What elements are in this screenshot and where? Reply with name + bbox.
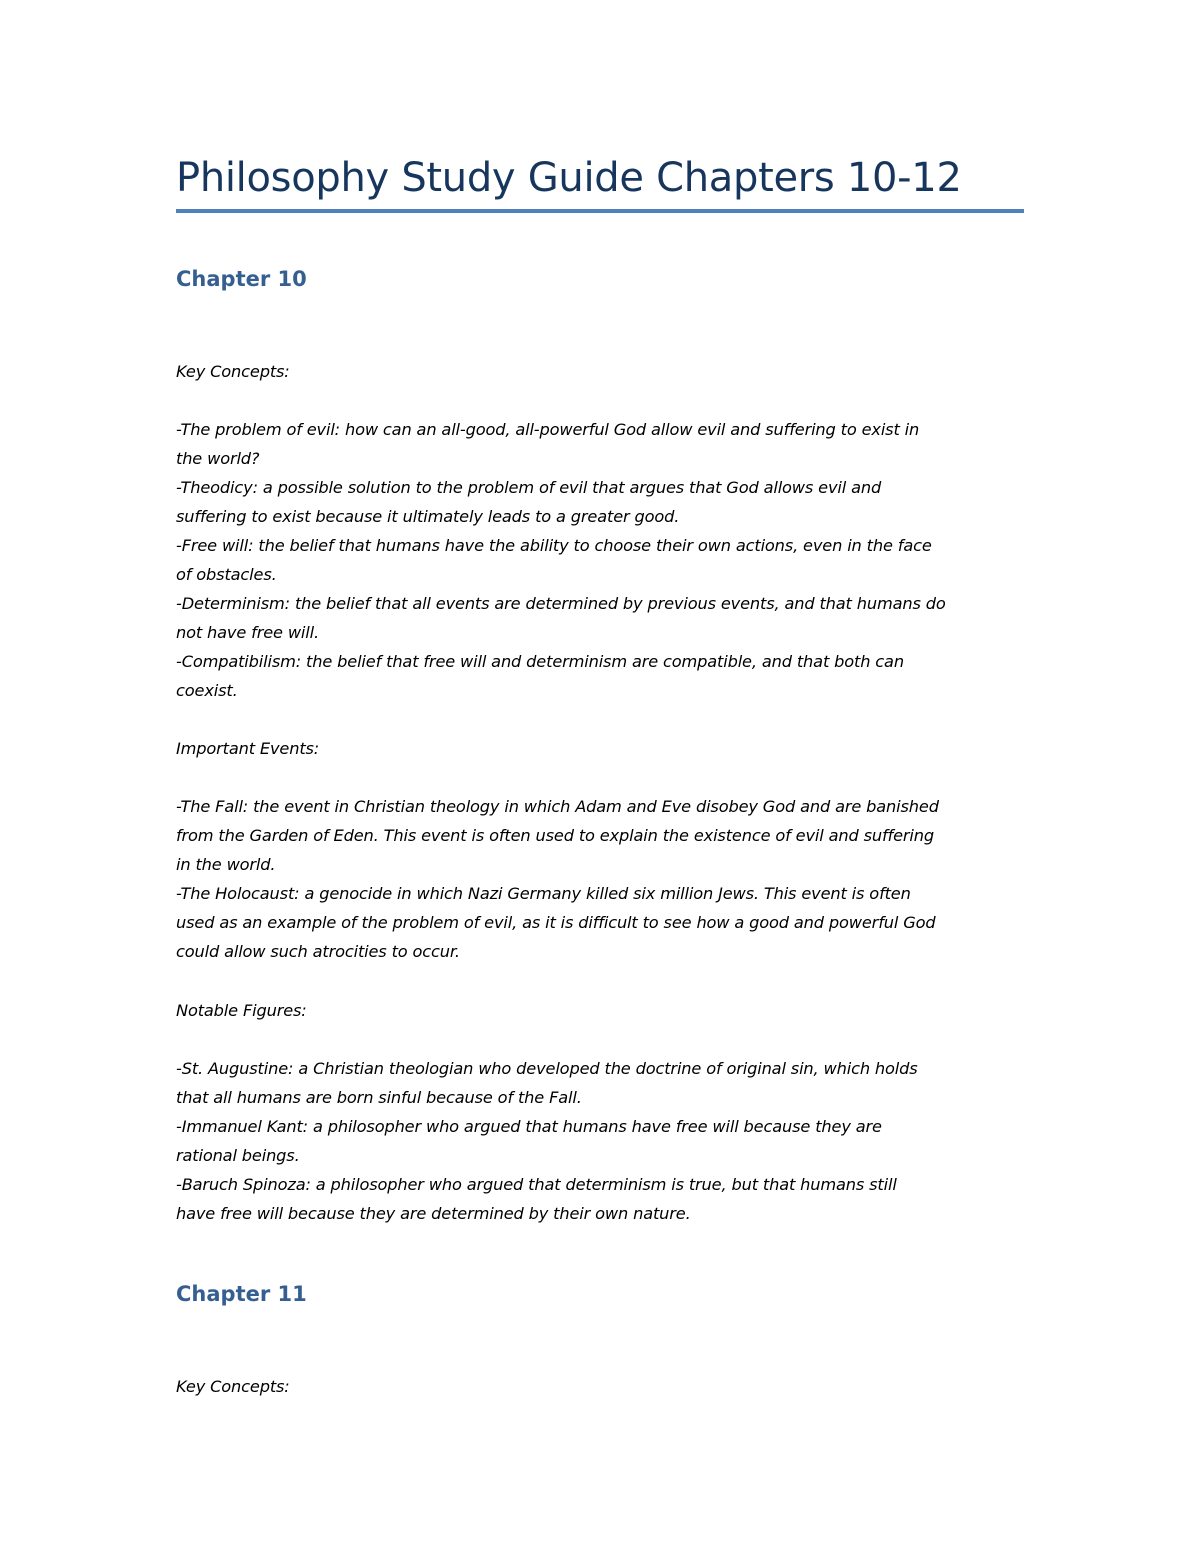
- event-holocaust-line-3: could allow such atrocities to occur.: [176, 942, 460, 961]
- event-the-fall-line-1: -The Fall: the event in Christian theology in which Adam and Eve disobey God and are banished: [176, 797, 939, 816]
- chapter-10-notable-figures-label: Notable Figures:: [176, 1001, 307, 1020]
- key-concept-compatibilism-line-2: coexist.: [176, 681, 238, 700]
- chapter-11-key-concepts-label: Key Concepts:: [176, 1377, 290, 1396]
- event-holocaust-line-1: -The Holocaust: a genocide in which Nazi Germany killed six million Jews. This event is often: [176, 884, 911, 903]
- key-concept-determinism-line-2: not have free will.: [176, 623, 319, 642]
- figure-augustine-line-1: -St. Augustine: a Christian theologian who developed the doctrine of original sin, which holds: [176, 1059, 918, 1078]
- key-concept-problem-of-evil-line-2: the world?: [176, 449, 260, 468]
- chapter-10-important-events-label: Important Events:: [176, 739, 320, 758]
- chapter-10-notable-figures-list: [176, 1054, 1028, 1228]
- key-concept-compatibilism-line-1: -Compatibilism: the belief that free will and determinism are compatible, and that both can: [176, 652, 904, 671]
- key-concept-determinism-line-1: -Determinism: the belief that all events are determined by previous events, and that humans do: [176, 594, 946, 613]
- chapter-11-heading: Chapter 11: [176, 1282, 307, 1306]
- event-the-fall-line-3: in the world.: [176, 855, 276, 874]
- chapter-10-key-concepts-list: [176, 415, 1028, 705]
- key-concept-theodicy-line-2: suffering to exist because it ultimately leads to a greater good.: [176, 507, 680, 526]
- document-title: Philosophy Study Guide Chapters 10-12: [176, 155, 962, 201]
- title-underline-rule: [176, 209, 1024, 213]
- chapter-10-heading: Chapter 10: [176, 267, 307, 291]
- event-the-fall-line-2: from the Garden of Eden. This event is often used to explain the existence of evil and suffering: [176, 826, 934, 845]
- key-concept-problem-of-evil-line-1: -The problem of evil: how can an all-good, all-powerful God allow evil and suffering to exist in: [176, 420, 920, 439]
- figure-kant-line-2: rational beings.: [176, 1146, 300, 1165]
- figure-kant-line-1: -Immanuel Kant: a philosopher who argued that humans have free will because they are: [176, 1117, 882, 1136]
- key-concept-free-will-line-2: of obstacles.: [176, 565, 277, 584]
- key-concept-theodicy-line-1: -Theodicy: a possible solution to the problem of evil that argues that God allows evil and: [176, 478, 882, 497]
- event-holocaust-line-2: used as an example of the problem of evil, as it is difficult to see how a good and powerful God: [176, 913, 936, 932]
- chapter-10-key-concepts-label: Key Concepts:: [176, 362, 290, 381]
- chapter-10-important-events-list: [176, 792, 1028, 966]
- figure-augustine-line-2: that all humans are born sinful because of the Fall.: [176, 1088, 582, 1107]
- figure-spinoza-line-2: have free will because they are determined by their own nature.: [176, 1204, 691, 1223]
- figure-spinoza-line-1: -Baruch Spinoza: a philosopher who argued that determinism is true, but that humans still: [176, 1175, 897, 1194]
- key-concept-free-will-line-1: -Free will: the belief that humans have the ability to choose their own actions, even in the face: [176, 536, 932, 555]
